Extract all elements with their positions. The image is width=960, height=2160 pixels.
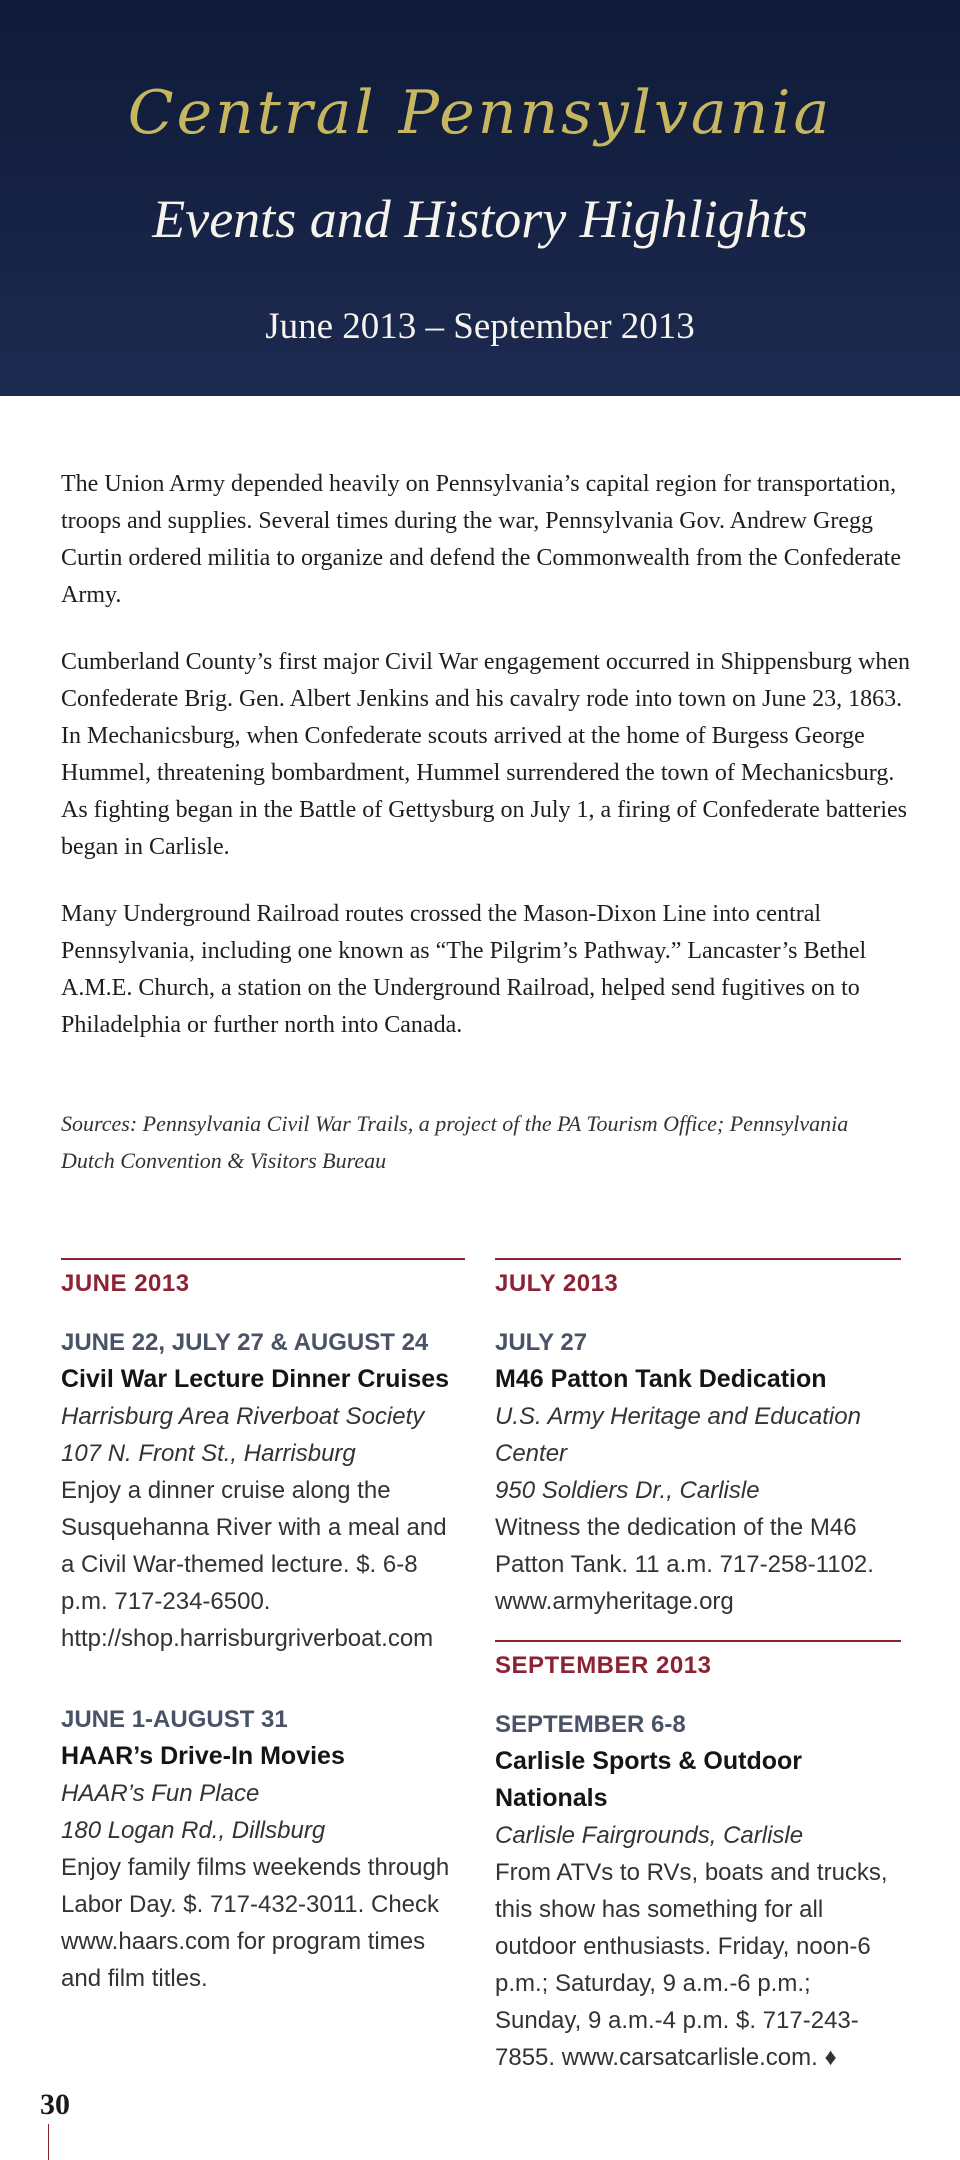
event-item [495, 1706, 901, 2076]
event-description: From ATVs to RVs, boats and trucks, this show has something for all outdoor enthusiasts. Friday, noon-6 p.m.; Saturday, 9 a.m.-6 p.m.; Sunday, 9 a.m.-4 p.m. $. 717-243-7855. www.carsatcarlisle.com. ♦ [495, 1859, 888, 2071]
event-title: Carlisle Sports & Outdoor Nationals [495, 1747, 802, 1812]
date-range: June 2013 – September 2013 [265, 306, 695, 347]
header-banner [0, 0, 960, 396]
section-heading-september: SEPTEMBER 2013 [495, 1640, 901, 1692]
page-number: 30 [40, 2088, 70, 2121]
section-heading-july: JULY 2013 [495, 1258, 901, 1310]
event-address: 107 N. Front St., Harrisburg [61, 1440, 356, 1467]
page-title: Events and History Highlights [152, 189, 808, 249]
event-venue: Harrisburg Area Riverboat Society [61, 1403, 425, 1430]
intro-paragraph: Many Underground Railroad routes crossed the Mason-Dixon Line into central Pennsylvania, including one known as “The Pilgrim’s Pathway.” Lancaster’s Bethel A.M.E. Church, a station on the Underground Railroad, helped send fugitives on to Philadelphia or further north into Canada. [61, 901, 867, 1038]
event-item [61, 1324, 465, 1657]
page-rule [48, 2124, 49, 2160]
event-address: 180 Logan Rd., Dillsburg [61, 1817, 326, 1844]
section-heading-june: JUNE 2013 [61, 1258, 465, 1310]
event-venue: U.S. Army Heritage and Education Center [495, 1403, 861, 1467]
event-title: M46 Patton Tank Dedication [495, 1365, 827, 1393]
event-venue: HAAR’s Fun Place [61, 1780, 260, 1807]
event-description: Enjoy family films weekends through Labor Day. $. 717-432-3011. Check www.haars.com for program times and film titles. [61, 1854, 450, 1992]
event-date: SEPTEMBER 6-8 [495, 1711, 686, 1738]
script-title: Central Pennsylvania [127, 78, 833, 148]
event-date: JULY 27 [495, 1329, 588, 1356]
events-column-right [495, 1258, 901, 2076]
event-description: Witness the dedication of the M46 Patton Tank. 11 a.m. 717-258-1102. www.armyheritage.org [495, 1514, 874, 1615]
event-description: Enjoy a dinner cruise along the Susquehanna River with a meal and a Civil War-themed lecture. $. 6-8 p.m. 717-234-6500. http://shop.harrisburgriverboat.com [61, 1477, 447, 1652]
sources-note: Sources: Pennsylvania Civil War Trails, a project of the PA Tourism Office; Pennsylvania Dutch Convention & Visitors Bureau [61, 1111, 849, 1173]
event-title: Civil War Lecture Dinner Cruises [61, 1365, 450, 1393]
event-item [61, 1701, 465, 1997]
events-column-left [61, 1258, 465, 1997]
event-venue: Carlisle Fairgrounds, Carlisle [495, 1822, 804, 1849]
intro-paragraph: Cumberland County’s first major Civil War engagement occurred in Shippensburg when Confederate Brig. Gen. Albert Jenkins and his cavalry rode into town on June 23, 1863. In Mechanicsburg, when Confederate scouts arrived at the home of Burgess George Hummel, threatening bombardment, Hummel surrendered the town of Mechanicsburg. As fighting began in the Battle of Gettysburg on July 1, a firing of Confederate batteries began in Carlisle. [61, 649, 911, 860]
event-address: 950 Soldiers Dr., Carlisle [495, 1477, 760, 1504]
event-date: JUNE 1-AUGUST 31 [61, 1706, 288, 1733]
event-title: HAAR’s Drive-In Movies [61, 1742, 345, 1770]
intro-paragraph: The Union Army depended heavily on Pennsylvania’s capital region for transportation, troops and supplies. Several times during the war, Pennsylvania Gov. Andrew Gregg Curtin ordered militia to organize and defend the Commonwealth from the Confederate Army. [61, 471, 901, 608]
intro-text [61, 466, 911, 1074]
event-item [495, 1324, 901, 1620]
event-date: JUNE 22, JULY 27 & AUGUST 24 [61, 1329, 429, 1356]
